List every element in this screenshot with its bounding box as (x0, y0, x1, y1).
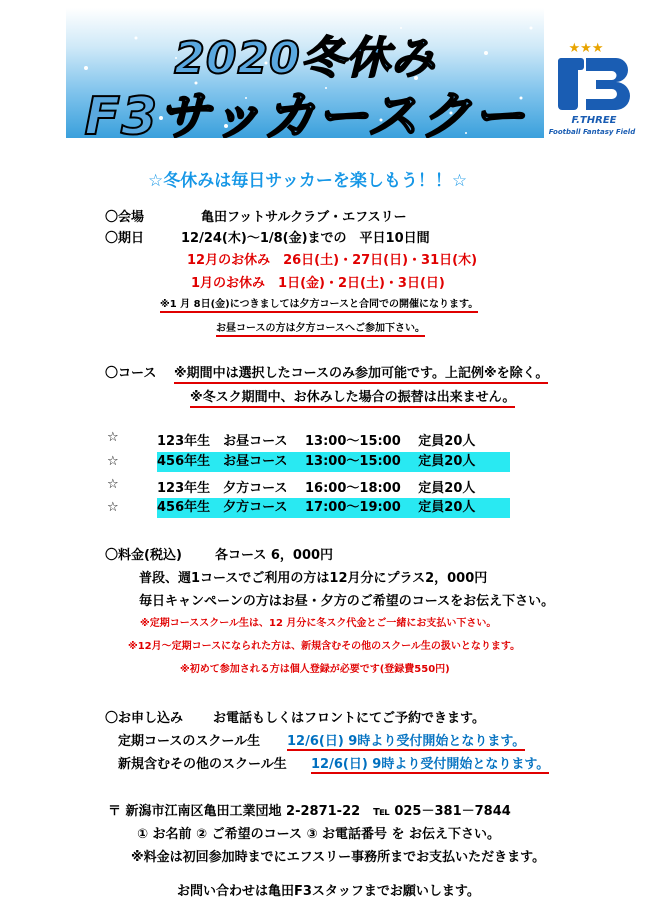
course-row-star: ☆ (107, 430, 119, 445)
f3-logo (538, 40, 646, 136)
period-value: 12/24(木)～1/8(金)までの 平日10日間 (181, 231, 430, 246)
apply-regular-date: 12/6(日) 9時より受付開始となります。 (287, 730, 525, 751)
period-label: 〇期日 (105, 231, 145, 246)
course-row-star: ☆ (107, 454, 119, 469)
period-note-noon-course: お昼コースの方は夕方コースへご参加下さい。 (216, 319, 425, 337)
fee-value: 各コース 6，000円 (215, 548, 334, 563)
january-holidays: 1月のお休み 1日(金)・2日(土)・3日(日) (191, 276, 445, 291)
fee-note-registration: ※初めて参加される方は個人登録が必要です(登録費550円) (180, 664, 450, 675)
course-note-fixed: ※期間中は選択したコースのみ参加可能です。上記例※を除く。 (174, 362, 548, 384)
logo-tagline: Football Fantasy Field (548, 128, 636, 136)
course-row-highlighted: 456年生 お昼コース 13:00～15:00 定員20人 (157, 452, 510, 472)
contact-address-phone: 〒 新潟市江南区亀田工業団地 2-2871-22 ℡ 025－381－7844 (108, 804, 511, 819)
fee-campaign-line: 毎日キャンペーンの方はお昼・夕方のご希望のコースをお伝え下さい。 (139, 594, 555, 609)
venue-value: 亀田フットサルクラブ・エフスリー (201, 210, 407, 225)
apply-label: 〇お申し込み (105, 711, 184, 726)
banner-title-school: F3サッカースクー (84, 87, 526, 138)
apply-value: お電話もしくはフロントにてご予約できます。 (213, 711, 485, 726)
course-note-no-makeup: ※冬スク期間中、お休みした場合の振替は出来ません。 (190, 386, 515, 408)
period-note-joint-session: ※1 月 8日(金)につきましては夕方コースと合同での開催になります。 (160, 295, 478, 313)
december-holidays: 12月のお休み 26日(土)・27日(日)・31日(木) (187, 253, 478, 268)
logo-stars: ★★★ (568, 41, 604, 56)
venue-label: 〇会場 (105, 210, 145, 225)
fee-note-new-regular: ※12月～定期コースになられた方は、新規含むその他のスクール生の扱いとなります。 (128, 641, 521, 652)
fee-weekly-line: 普段、週1コースでご利用の方は12月分にプラス2，000円 (139, 571, 488, 586)
contact-required-items: ① お名前 ② ご希望のコース ③ お電話番号 を お伝え下さい。 (137, 827, 501, 842)
contact-payment-note: ※料金は初回参加時までにエフスリー事務所までお支払いただきます。 (131, 850, 546, 865)
f3-logo-graphic (538, 40, 646, 136)
apply-regular-label: 定期コースのスクール生 (118, 734, 261, 749)
contact-closing: お問い合わせは亀田F3スタッフまでお願いします。 (177, 884, 480, 899)
course-row-star: ☆ (107, 477, 119, 492)
course-label: 〇コース (105, 366, 157, 381)
course-row-star: ☆ (107, 500, 119, 515)
apply-new-label: 新規含むその他のスクール生 (118, 757, 287, 772)
fee-label: 〇料金(税込) (105, 548, 182, 563)
course-row: 123年生 夕方コース 16:00～18:00 定員20人 (157, 481, 476, 496)
banner-title-year: 2020冬休み (174, 33, 436, 84)
course-row-highlighted: 456年生 夕方コース 17:00～19:00 定員20人 (157, 498, 510, 518)
course-row: 123年生 お昼コース 13:00～15:00 定員20人 (157, 434, 476, 449)
title-banner (66, 8, 544, 138)
logo-brand: F.THREE (571, 115, 617, 126)
headline: ☆冬休みは毎日サッカーを楽しもう！！☆ (148, 171, 468, 191)
fee-note-regular: ※定期コーススクール生は、12 月分に冬スク代金とご一緒にお支払い下さい。 (140, 618, 497, 629)
apply-new-date: 12/6(日) 9時より受付開始となります。 (311, 753, 549, 774)
